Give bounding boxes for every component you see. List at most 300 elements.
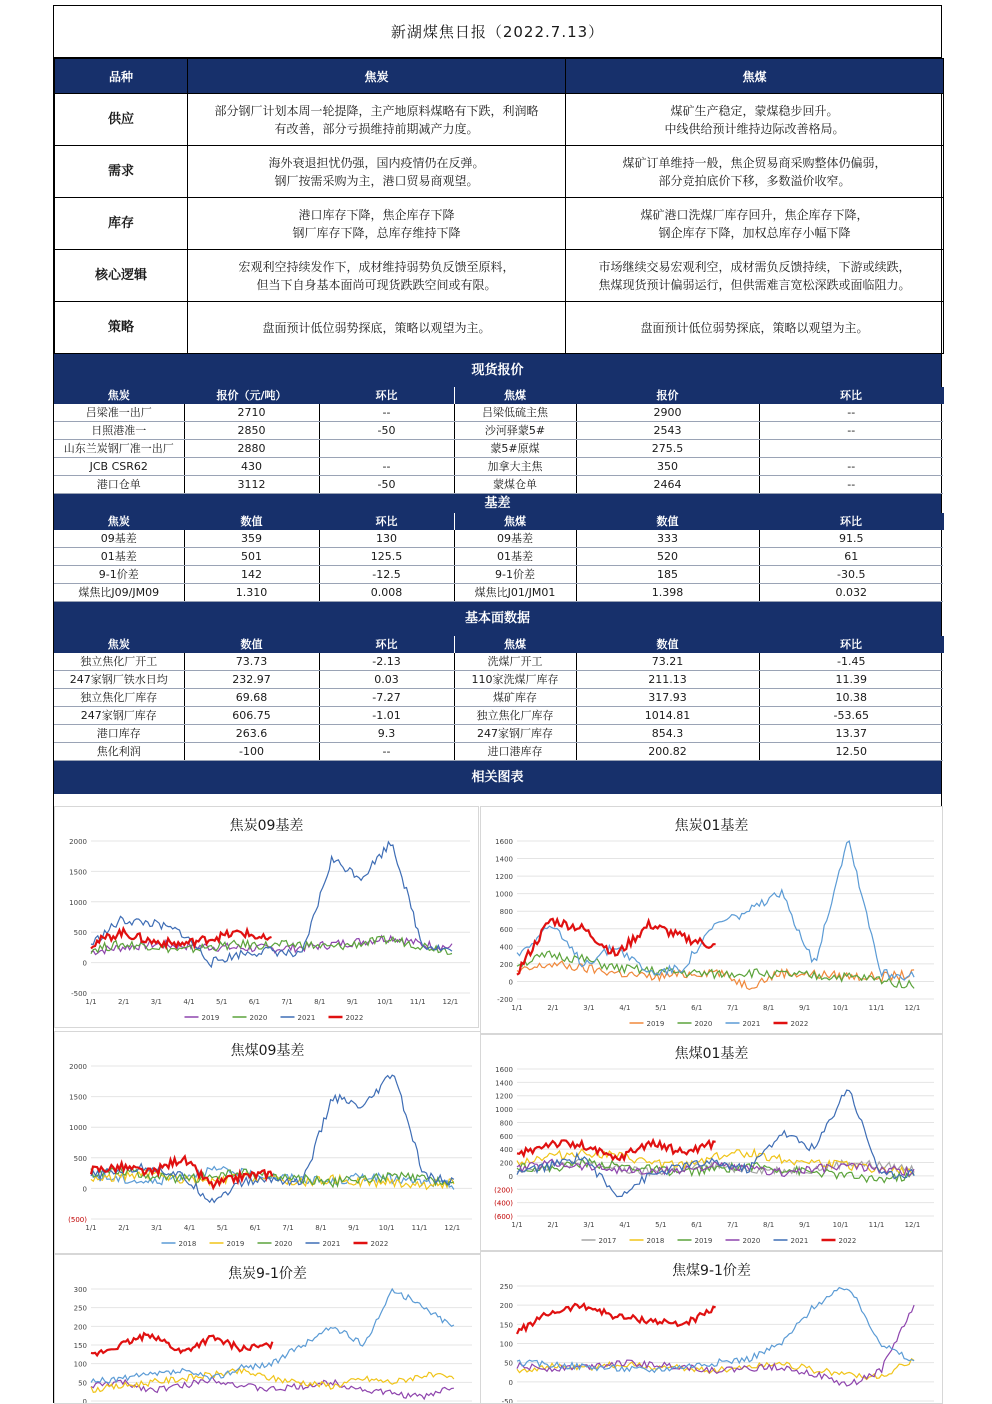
spot-cell: 430 [184,458,319,476]
chart-x-tick: 8/1 [315,1224,327,1232]
overview-table [54,58,944,354]
spot-cell: 2710 [184,404,319,422]
fundamentals-cell: 进口港库存 [454,743,576,761]
spot-cell: 港口仓单 [54,476,184,494]
chart-y-tick: 200 [499,1159,513,1168]
chart-x-tick: 5/1 [655,1221,667,1229]
fundamentals-cell: -53.65 [759,707,943,725]
overview-row-label: 核心逻辑 [55,250,188,302]
chart-x-tick: 11/1 [411,1224,428,1232]
chart-y-tick: 200 [499,960,513,969]
chart-x-tick: 1/1 [511,1221,523,1229]
basis-cell: 333 [576,530,759,548]
chart-y-tick: 200 [73,1323,87,1332]
chart-x-tick: 10/1 [378,1224,395,1232]
chart-panel [54,1031,481,1254]
spot-cell: JCB CSR62 [54,458,184,476]
overview-header-cell: 品种 [55,59,188,94]
basis-header-cell: 焦煤 [454,513,576,530]
basis-header-cell: 数值 [576,513,759,530]
chart-x-tick: 6/1 [248,998,260,1006]
basis-cell: 09基差 [454,530,576,548]
chart-svg [55,807,479,1028]
basis-cell: -30.5 [759,566,943,584]
chart-y-tick: 500 [73,929,87,938]
fundamentals-cell: -2.13 [319,653,454,671]
overview-coal-cell: 盘面预计低位弱势探底，策略以观望为主。 [566,302,944,354]
chart-y-tick: 1500 [69,1093,87,1102]
charts-section-title: 相关图表 [54,761,941,794]
chart-svg [481,1035,943,1251]
basis-cell: 91.5 [759,530,943,548]
chart-y-tick: 1400 [495,1079,513,1088]
chart-y-tick: 1000 [69,1124,87,1133]
chart-title: 焦炭01基差 [674,818,749,834]
chart-x-tick: 1/1 [511,1004,523,1012]
chart-x-tick: 7/1 [727,1004,739,1012]
chart-title: 焦煤09基差 [230,1043,305,1059]
chart-y-tick: 800 [499,908,513,917]
spot-cell: -- [319,404,454,422]
overview-row [55,250,944,302]
chart-x-tick: 10/1 [377,998,393,1006]
fundamentals-cell: 211.13 [576,671,759,689]
chart-y-tick: 400 [499,1146,513,1155]
fundamentals-cell: 10.38 [759,689,943,707]
basis-cell: 359 [184,530,319,548]
chart-y-tick: 500 [73,1154,87,1163]
spot-cell [319,440,454,458]
spot-row [54,440,943,458]
spot-header-cell: 报价 [576,387,759,404]
spot-cell: 3112 [184,476,319,494]
spot-cell: -50 [319,476,454,494]
spot-cell: 275.5 [576,440,759,458]
chart-y-tick: (500) [68,1216,87,1224]
chart-legend-label: 2019 [646,1020,665,1028]
overview-header-cell: 焦煤 [566,59,944,94]
chart-y-tick: 800 [499,1119,513,1128]
chart-x-tick: 8/1 [314,998,326,1006]
fundamentals-cell: 煤矿库存 [454,689,576,707]
basis-cell: 61 [759,548,943,566]
fundamentals-cell: 69.68 [184,689,319,707]
basis-cell: 9-1价差 [54,566,184,584]
chart-series-line [91,1333,272,1355]
chart-y-tick: (600) [494,1213,513,1221]
spot-header-cell: 环比 [759,387,943,404]
chart-y-tick: 1600 [495,1066,513,1074]
chart-y-tick: 400 [499,943,513,952]
chart-y-tick: 1400 [495,855,513,864]
fundamentals-cell: -1.01 [319,707,454,725]
basis-cell: 501 [184,548,319,566]
report-sheet [53,5,942,1403]
chart-x-tick: 1/1 [85,998,97,1006]
chart-x-tick: 2/1 [547,1004,559,1012]
chart-svg [55,1255,481,1404]
chart-panel [480,1034,943,1251]
spot-cell: 加拿大主焦 [454,458,576,476]
chart-x-tick: 10/1 [832,1221,849,1229]
chart-y-tick: 50 [78,1379,87,1388]
basis-cell: 0.008 [319,584,454,602]
basis-cell: 185 [576,566,759,584]
chart-x-tick: 12/1 [442,998,459,1006]
overview-coke-cell: 海外衰退担忧仍强，国内疫情仍在反弹。 钢厂按需采购为主，港口贸易商观望。 [188,146,566,198]
fundamentals-cell: 9.3 [319,725,454,743]
chart-x-tick: 5/1 [655,1004,667,1012]
fundamentals-cell: 73.73 [184,653,319,671]
fundamentals-row [54,725,943,743]
spot-header-row [54,387,943,404]
chart-series-line [517,1090,914,1197]
fundamentals-header-cell: 环比 [319,636,454,653]
fundamentals-cell: 200.82 [576,743,759,761]
spot-row [54,476,943,494]
overview-coal-cell: 煤矿订单维持一般，焦企贸易商采购整体仍偏弱， 部分竞拍底价下移，多数溢价收窄。 [566,146,944,198]
basis-cell: 0.032 [759,584,943,602]
chart-legend-label: 2021 [790,1237,809,1245]
chart-y-tick: 0 [82,959,87,968]
overview-header-cell: 焦炭 [188,59,566,94]
chart-y-tick: 150 [73,1342,87,1350]
chart-series-line [91,1289,454,1383]
spot-cell: 2880 [184,440,319,458]
basis-row [54,530,943,548]
chart-x-tick: 2/1 [547,1221,559,1229]
basis-cell: 520 [576,548,759,566]
chart-y-tick: 1000 [69,898,87,907]
chart-x-tick: 7/1 [281,998,293,1006]
chart-x-tick: 4/1 [183,998,195,1006]
basis-header-cell: 环比 [759,513,943,530]
fundamentals-cell: 854.3 [576,725,759,743]
chart-x-tick: 11/1 [868,1221,885,1229]
spot-cell: 2464 [576,476,759,494]
fundamentals-header-cell: 环比 [759,636,943,653]
spot-row [54,458,943,476]
chart-panel [480,1251,943,1404]
chart-y-tick: -50 [501,1398,513,1404]
spot-header-cell: 报价（元/吨） [184,387,319,404]
chart-x-tick: 4/1 [619,1221,631,1229]
chart-y-tick: 300 [73,1286,87,1294]
spot-cell: -50 [319,422,454,440]
basis-cell: 煤焦比J09/JM09 [54,584,184,602]
overview-coal-cell: 市场继续交易宏观利空，成材需负反馈持续，下游或续跌， 焦煤现货预计偏弱运行，但供需难言宽松深跌或面临阻力。 [566,250,944,302]
chart-legend-label: 2019 [201,1014,220,1022]
fundamentals-cell: 独立焦化厂库存 [54,689,184,707]
chart-panel [480,806,943,1034]
spot-cell: 蒙5#原煤 [454,440,576,458]
fundamentals-cell: 港口库存 [54,725,184,743]
basis-cell: 142 [184,566,319,584]
spot-cell: 2543 [576,422,759,440]
chart-x-tick: 5/1 [216,1224,229,1232]
fundamentals-table [54,636,944,761]
overview-coke-cell: 部分钢厂计划本周一轮提降，主产地原料煤略有下跌，利润略 有改善，部分亏损维持前期减产力度。 [188,94,566,146]
fundamentals-cell: 12.50 [759,743,943,761]
overview-coke-cell: 港口库存下降，焦企库存下降 钢厂库存下降，总库存维持下降 [188,198,566,250]
chart-x-tick: 9/1 [346,998,359,1006]
basis-cell: 煤焦比J01/JM01 [454,584,576,602]
fundamentals-cell: 独立焦化厂开工 [54,653,184,671]
fundamentals-row [54,743,943,761]
chart-x-tick: 3/1 [150,998,162,1006]
chart-x-tick: 8/1 [763,1221,775,1229]
chart-legend-label: 2021 [742,1020,761,1028]
fundamentals-section-title: 基本面数据 [54,602,941,636]
basis-header-cell: 焦炭 [54,513,184,530]
chart-y-tick: 1000 [495,890,513,899]
overview-row [55,198,944,250]
basis-cell: 09基差 [54,530,184,548]
basis-row [54,566,943,584]
chart-legend-label: 2021 [297,1014,316,1022]
fundamentals-cell: 263.6 [184,725,319,743]
chart-x-tick: 7/1 [727,1221,739,1229]
chart-legend-label: 2020 [249,1014,268,1022]
chart-y-tick: 1500 [69,868,87,877]
spot-cell: -- [759,422,943,440]
overview-row [55,302,944,354]
chart-series-line [517,1304,716,1334]
spot-cell: -- [319,458,454,476]
fundamentals-cell: 1014.81 [576,707,759,725]
chart-y-tick: 0 [82,1185,87,1194]
spot-cell: 蒙煤仓单 [454,476,576,494]
chart-x-tick: 3/1 [583,1221,595,1229]
chart-y-tick: 600 [499,1132,513,1141]
chart-legend-label: 2019 [226,1240,245,1248]
chart-x-tick: 12/1 [904,1004,921,1012]
chart-legend-label: 2017 [598,1237,617,1245]
overview-coke-cell: 宏观利空持续发作下，成材维持弱势负反馈至原料， 但当下自身基本面尚可现货跌跌空间或有限。 [188,250,566,302]
chart-x-tick: 11/1 [868,1004,885,1012]
spot-header-cell: 焦煤 [454,387,576,404]
fundamentals-cell: 洗煤厂开工 [454,653,576,671]
chart-y-tick: 1200 [495,873,513,882]
chart-x-tick: 5/1 [216,998,228,1006]
fundamentals-cell: 独立焦化厂库存 [454,707,576,725]
chart-x-tick: 6/1 [691,1221,703,1229]
chart-legend-label: 2019 [694,1237,713,1245]
charts-area [54,806,943,1404]
chart-legend-label: 2018 [178,1240,197,1248]
overview-coke-cell: 盘面预计低位弱势探底，策略以观望为主。 [188,302,566,354]
chart-y-tick: 100 [73,1360,87,1369]
overview-row-label: 库存 [55,198,188,250]
chart-y-tick: (400) [494,1199,513,1208]
fundamentals-cell: -- [319,743,454,761]
chart-x-tick: 4/1 [619,1004,631,1012]
basis-cell: 01基差 [54,548,184,566]
overview-coal-cell: 煤矿港口洗煤厂库存回升，焦企库存下降， 钢企库存下降，加权总库存小幅下降 [566,198,944,250]
chart-series-line [91,1368,454,1392]
basis-header-cell: 数值 [184,513,319,530]
fundamentals-cell: 13.37 [759,725,943,743]
spot-cell: 2850 [184,422,319,440]
fundamentals-row [54,707,943,725]
spot-cell [759,440,943,458]
chart-title: 焦炭09基差 [229,818,304,834]
basis-cell: -12.5 [319,566,454,584]
chart-x-tick: 1/1 [85,1224,97,1232]
chart-x-tick: 3/1 [583,1004,595,1012]
chart-x-tick: 2/1 [118,1224,130,1232]
chart-svg [481,807,943,1034]
chart-legend-label: 2020 [274,1240,293,1248]
basis-cell: 125.5 [319,548,454,566]
chart-y-tick: 100 [499,1340,513,1349]
fundamentals-header-row [54,636,943,653]
chart-title: 焦煤9-1价差 [672,1263,751,1279]
chart-y-tick: (200) [494,1186,513,1195]
basis-cell: 1.310 [184,584,319,602]
fundamentals-cell: 焦化利润 [54,743,184,761]
spot-cell: 吕梁准一出厂 [54,404,184,422]
spot-row [54,404,943,422]
chart-y-tick: 2000 [69,1063,87,1071]
overview-row [55,94,944,146]
chart-y-tick: -200 [497,996,513,1004]
chart-series-line [517,841,914,980]
spot-cell: 山东兰炭钢厂准一出厂 [54,440,184,458]
chart-x-tick: 7/1 [282,1224,294,1232]
chart-legend-label: 2020 [694,1020,713,1028]
chart-y-tick: 0 [82,1398,87,1404]
spot-row [54,422,943,440]
spot-cell: 350 [576,458,759,476]
chart-x-tick: 3/1 [151,1224,163,1232]
chart-title: 焦炭9-1价差 [228,1266,307,1282]
chart-y-tick: 1000 [495,1106,513,1115]
fundamentals-cell: 247家钢厂库存 [54,707,184,725]
basis-cell: 9-1价差 [454,566,576,584]
chart-x-tick: 8/1 [763,1004,775,1012]
fundamentals-header-cell: 焦煤 [454,636,576,653]
chart-y-tick: 50 [504,1359,513,1368]
chart-legend-label: 2022 [370,1240,389,1248]
spot-section-title: 现货报价 [54,354,941,387]
chart-legend-label: 2020 [742,1237,761,1245]
overview-row [55,146,944,198]
fundamentals-cell: -7.27 [319,689,454,707]
basis-cell: 1.398 [576,584,759,602]
report-title: 新湖煤焦日报（2022.7.13） [54,6,941,58]
chart-legend-label: 2022 [838,1237,857,1245]
spot-cell: 2900 [576,404,759,422]
chart-y-tick: 250 [499,1283,513,1291]
basis-cell: 01基差 [454,548,576,566]
chart-x-tick: 11/1 [409,998,426,1006]
overview-header [55,59,944,94]
chart-y-tick: 2000 [69,838,87,846]
basis-header-cell: 环比 [319,513,454,530]
chart-legend-label: 2022 [790,1020,809,1028]
chart-x-tick: 4/1 [183,1224,196,1232]
overview-row-label: 需求 [55,146,188,198]
chart-series-line [91,936,452,954]
chart-y-tick: 250 [73,1304,87,1313]
chart-x-tick: 10/1 [832,1004,849,1012]
chart-x-tick: 6/1 [691,1004,703,1012]
spot-cell: -- [759,404,943,422]
fundamentals-cell: 247家钢厂铁水日均 [54,671,184,689]
fundamentals-cell: 73.21 [576,653,759,671]
chart-y-tick: -500 [71,990,87,998]
chart-y-tick: 1600 [495,838,513,846]
fundamentals-header-cell: 数值 [576,636,759,653]
fundamentals-row [54,653,943,671]
fundamentals-header-cell: 焦炭 [54,636,184,653]
spot-header-cell: 环比 [319,387,454,404]
chart-legend-label: 2021 [322,1240,341,1248]
basis-row [54,548,943,566]
chart-x-tick: 2/1 [118,998,130,1006]
chart-panel [54,1254,481,1404]
fundamentals-header-cell: 数值 [184,636,319,653]
chart-legend-label: 2022 [345,1014,364,1022]
fundamentals-cell: 606.75 [184,707,319,725]
chart-series-line [91,1376,454,1399]
chart-legend-label: 2018 [646,1237,665,1245]
fundamentals-cell: 0.03 [319,671,454,689]
fundamentals-cell: -1.45 [759,653,943,671]
spot-cell: 吕梁低硫主焦 [454,404,576,422]
fundamentals-cell: 232.97 [184,671,319,689]
fundamentals-cell: 110家洗煤厂库存 [454,671,576,689]
fundamentals-cell: 11.39 [759,671,943,689]
spot-cell: -- [759,458,943,476]
chart-y-tick: 150 [499,1321,513,1330]
chart-y-tick: 0 [508,1378,513,1387]
chart-y-tick: 600 [499,925,513,934]
chart-svg [481,1252,943,1404]
spot-cell: 沙河驿蒙5# [454,422,576,440]
chart-x-tick: 12/1 [444,1224,461,1232]
basis-cell: 130 [319,530,454,548]
fundamentals-row [54,689,943,707]
overview-row-label: 供应 [55,94,188,146]
fundamentals-row [54,671,943,689]
chart-y-tick: 1200 [495,1092,513,1101]
chart-x-tick: 6/1 [249,1224,261,1232]
basis-table [54,513,944,602]
fundamentals-cell: -100 [184,743,319,761]
basis-section-title: 基差 [54,494,941,513]
chart-y-tick: 0 [508,978,513,987]
overview-row-label: 策略 [55,302,188,354]
spot-cell: 日照港准一 [54,422,184,440]
fundamentals-cell: 317.93 [576,689,759,707]
chart-x-tick: 12/1 [904,1221,921,1229]
chart-x-tick: 9/1 [348,1224,360,1232]
chart-series-line [517,1288,914,1373]
spot-table [54,387,944,494]
chart-y-tick: 0 [508,1172,513,1181]
chart-panel [54,806,479,1028]
overview-coal-cell: 煤矿生产稳定，蒙煤稳步回升。 中线供给预计维持边际改善格局。 [566,94,944,146]
chart-svg [55,1032,481,1254]
chart-series-line [517,1359,914,1380]
chart-x-tick: 9/1 [798,1221,811,1229]
basis-header-row [54,513,943,530]
basis-row [54,584,943,602]
chart-y-tick: 200 [499,1302,513,1311]
spot-cell: -- [759,476,943,494]
